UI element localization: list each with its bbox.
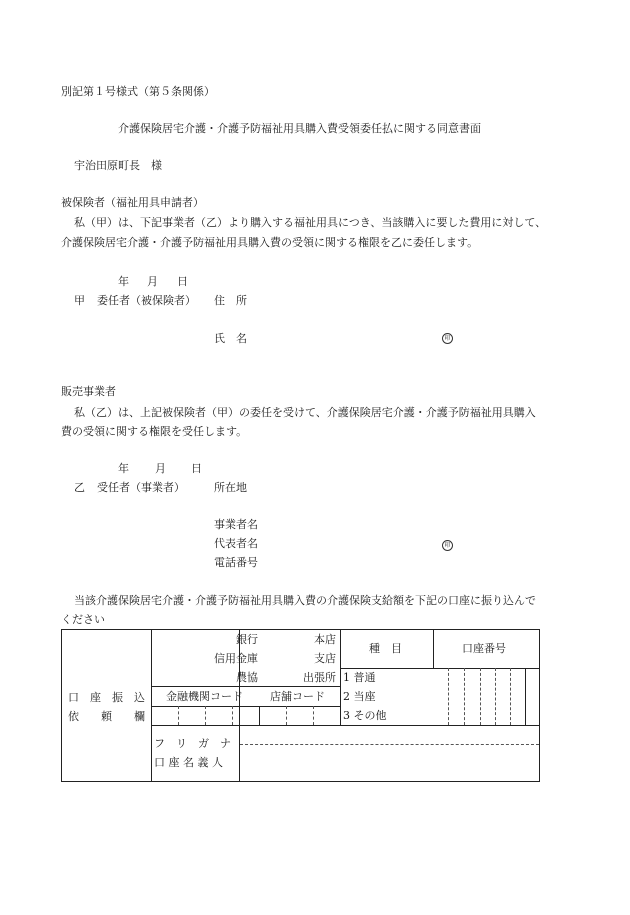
bank-type-credit-union: 信用金庫 [214, 652, 258, 665]
document-title: 介護保険居宅介護・介護予防福祉用具購入費受領委任払に関する同意書面 [118, 122, 481, 135]
bank-type-agri-coop: 農協 [236, 671, 258, 684]
code-digit-divider [178, 706, 179, 725]
account-type-header: 種 目 [369, 642, 402, 655]
vendor-seal-icon [442, 540, 453, 551]
addressee: 宇治田原町長 様 [74, 159, 162, 172]
row-header-line1: 口 座 振 込 [68, 691, 145, 704]
transfer-note-line1: 当該介護保険居宅介護・介護予防福祉用具購入費の介護保険支給額を下記の口座に振り込んで [74, 594, 536, 607]
vendor-body-line1: 私（乙）は、上記被保険者（甲）の委任を受けて、介護保険居宅介護・介護予防福祉用具購入 [74, 406, 536, 419]
insured-role-label: 委任者（被保険者） [97, 294, 196, 307]
insured-body-line2: 介護保険居宅介護・介護予防福祉用具購入費の受領に関する権限を乙に委任します。 [61, 236, 479, 249]
grid-line [433, 630, 434, 668]
account-digit-divider [464, 668, 465, 725]
bank-transfer-table [61, 629, 540, 782]
insured-date-day: 日 [177, 275, 188, 288]
branch-code-label: 店舗コード [270, 690, 325, 703]
vendor-business-name-label: 事業者名 [214, 518, 258, 531]
vendor-representative-label: 代表者名 [214, 537, 258, 550]
vendor-party-label: 乙 [74, 481, 85, 494]
row-header-line2: 依 頼 欄 [68, 710, 145, 723]
insured-seal-icon [442, 333, 453, 344]
grid-line [151, 686, 340, 687]
vendor-role-label: 受任者（事業者） [97, 481, 185, 494]
bank-code-label: 金融機関コード [166, 690, 243, 703]
vendor-body-line2: 費の受領に関する権限を受任します。 [61, 425, 248, 438]
code-digit-divider [286, 706, 287, 725]
code-digit-divider [313, 706, 314, 725]
vendor-date-year: 年 [118, 462, 129, 475]
insured-date-year: 年 [118, 275, 129, 288]
vendor-date-month: 月 [155, 462, 166, 475]
form-number-label: 別記第１号様式（第５条関係） [61, 85, 215, 98]
grid-line [151, 706, 340, 707]
account-holder-label: 口 座 名 義 人 [154, 756, 223, 769]
account-number-header: 口座番号 [462, 642, 506, 655]
branch-type-branch: 支店 [314, 652, 336, 665]
grid-line [151, 725, 540, 726]
vendor-location-label: 所在地 [214, 481, 247, 494]
grid-line [239, 725, 240, 782]
furigana-label: フ リ ガ ナ [154, 737, 231, 750]
insured-address-label: 住 所 [214, 294, 247, 307]
insured-body-line1: 私（甲）は、下記事業者（乙）より購入する福祉用具につき、当該購入に要した費用に対して、 [74, 216, 547, 229]
code-digit-divider [232, 706, 233, 725]
account-digit-divider [448, 668, 449, 725]
insured-heading: 被保険者（福祉用具申請者） [61, 196, 204, 209]
insured-date-month: 月 [147, 275, 158, 288]
account-digit-divider [480, 668, 481, 725]
branch-type-sub: 出張所 [303, 671, 336, 684]
account-digit-divider [510, 668, 511, 725]
account-digit-divider [495, 668, 496, 725]
furigana-line [240, 744, 539, 745]
account-type-checking: 2 当座 [343, 690, 376, 703]
code-digit-divider [205, 706, 206, 725]
insured-party-label: 甲 [74, 294, 85, 307]
transfer-note-line2: ください [61, 613, 105, 626]
grid-line [259, 706, 260, 725]
branch-type-head: 本店 [314, 633, 336, 646]
vendor-phone-label: 電話番号 [214, 556, 258, 569]
grid-line [525, 668, 526, 725]
grid-line [340, 630, 341, 725]
bank-type-bank: 銀行 [236, 633, 258, 646]
vendor-date-day: 日 [191, 462, 202, 475]
insured-name-label: 氏 名 [214, 332, 247, 345]
account-type-savings: 1 普通 [343, 671, 376, 684]
vendor-heading: 販売事業者 [61, 385, 116, 398]
account-type-other: 3 その他 [343, 709, 387, 722]
